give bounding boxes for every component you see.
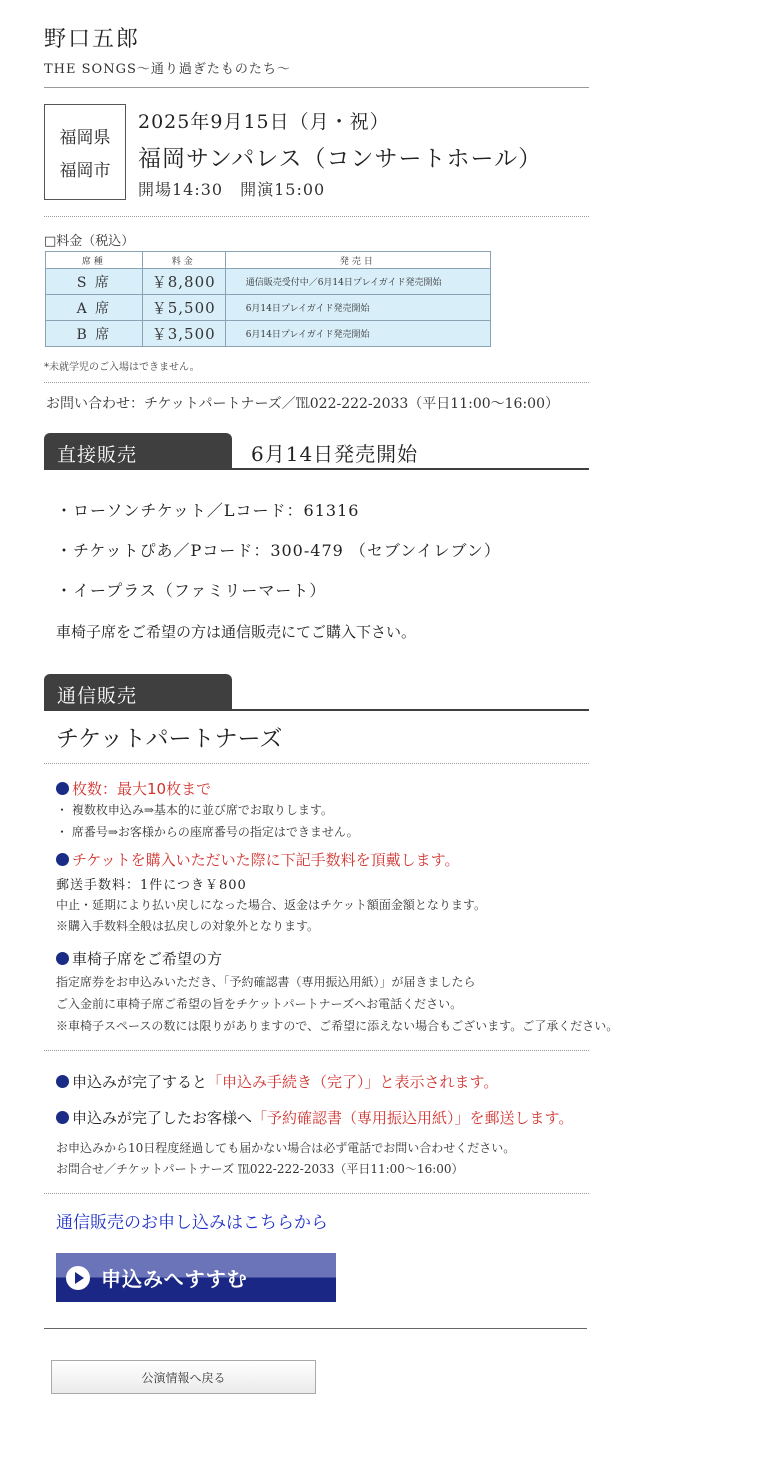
list-item: ・ローソンチケット／Lコード：61316 [56, 501, 360, 520]
direct-sales-underline [44, 468, 589, 470]
wheelchair-divider [44, 1050, 589, 1051]
price-table-header [46, 252, 491, 269]
pricing-divider [44, 382, 589, 383]
shipping-fee: 郵送手数料：1件につき￥800 [56, 878, 247, 893]
list-item: ※購入手数料全般は払戻しの対象外となります。 [56, 919, 320, 933]
table-row [46, 269, 491, 295]
vendor-divider [44, 763, 589, 764]
apply-button-label: 申込みへすすむ [101, 1267, 248, 1291]
list-item: 中止・延期により払い戻しになった場合、返金はチケット額面金額となります。 [56, 898, 486, 912]
list-item: ・チケットぴあ／Pコード：300-479 （セブンイレブン） [56, 541, 501, 560]
artist-name: 野口五郎 [44, 27, 141, 52]
complete-notice-1-highlight: 「申込み手続き（完了）」と表示されます。 [207, 1073, 499, 1091]
bullet-icon [56, 782, 69, 795]
mail-sales-underline [44, 709, 589, 711]
sale-note: 通信販売受付中／6月14日プレイガイド発売開始 [225, 269, 490, 295]
wheelchair-direct-note: 車椅子席をご希望の方は通信販売にてご購入下さい。 [56, 623, 417, 641]
bullet-icon [56, 853, 69, 866]
list-item: ・ 席番号⇒お客様からの座席番号の指定はできません。 [56, 825, 359, 839]
sale-note: 6月14日プレイガイド発売開始 [225, 295, 490, 321]
apply-button[interactable] [56, 1253, 336, 1302]
complete-divider [44, 1193, 589, 1194]
bullet-icon [56, 1111, 69, 1124]
list-item: お申込みから10日程度経過しても届かない場合は必ず電話でお問い合わせください。 [56, 1141, 516, 1155]
direct-sale-start: 6月14日発売開始 [251, 442, 419, 466]
tour-title: THE SONGS～通り過ぎたものたち～ [44, 62, 291, 77]
bullet-icon [56, 952, 69, 965]
seat-price: ￥5,500 [142, 295, 225, 321]
max-tickets-heading [56, 778, 211, 799]
complete-notice-2 [56, 1107, 573, 1128]
fee-heading-text: チケットを購入いただいた際に下記手数料を頂戴します。 [72, 851, 460, 869]
preschool-note: *未就学児のご入場はできません。 [44, 362, 200, 373]
price-title: □料金（税込） [44, 234, 135, 249]
venue-name: 福岡サンパレス（コンサートホール） [138, 146, 543, 172]
table-row [46, 295, 491, 321]
wheelchair-heading-text: 車椅子席をご希望の方 [72, 950, 223, 968]
apply-link[interactable]: 通信販売のお申し込みはこちらから [56, 1213, 328, 1233]
complete-notice-1-prefix: 申込みが完了すると [72, 1073, 208, 1091]
event-divider [44, 216, 589, 217]
complete-notice-1 [56, 1071, 498, 1092]
max-tickets-text: 枚数：最大10枚まで [72, 780, 212, 798]
mail-sales-tab: 通信販売 [44, 674, 232, 710]
mail-vendor-name: チケットパートナーズ [56, 726, 283, 752]
seat-price: ￥3,500 [142, 321, 225, 347]
list-item: ※車椅子スペースの数には限りがありますので、ご希望に添えない場合もございます。ご了承ください。 [56, 1019, 619, 1033]
event-date: 2025年9月15日（月・祝） [138, 111, 390, 133]
column-header-date: 発売日 [225, 252, 490, 269]
seat-type: S 席 [46, 269, 143, 295]
direct-sales-tab: 直接販売 [44, 433, 232, 469]
bullet-icon [56, 1075, 69, 1088]
sale-note: 6月14日プレイガイド発売開始 [225, 321, 490, 347]
list-item: お問合せ／チケットパートナーズ ℡022-222-2033（平日11:00～16:00） [56, 1162, 464, 1176]
seat-price: ￥8,800 [142, 269, 225, 295]
list-item: ご入金前に車椅子席ご希望の旨をチケットパートナーズへお電話ください。 [56, 997, 463, 1011]
play-icon [66, 1266, 90, 1290]
wheelchair-heading [56, 948, 222, 969]
list-item: ・ 複数枚申込み⇒基本的に並び席でお取りします。 [56, 803, 333, 817]
fee-heading [56, 849, 459, 870]
back-to-info-button[interactable]: 公演情報へ戻る [51, 1360, 316, 1394]
list-item: 指定席券をお申込みいただき、「予約確認書（専用振込用紙）」が届きましたら [56, 975, 476, 989]
complete-notice-2-prefix: 申込みが完了したお客様へ [72, 1109, 253, 1127]
inquiry-text: お問い合わせ：チケットパートナーズ／℡022-222-2033（平日11:00～16:00） [46, 396, 559, 412]
list-item: ・イープラス（ファミリーマート） [56, 581, 327, 600]
column-header-price: 料金 [142, 252, 225, 269]
seat-type: B 席 [46, 321, 143, 347]
event-times: 開場14:30 開演15:00 [138, 180, 326, 199]
column-header-seat: 席種 [46, 252, 143, 269]
price-table [45, 251, 491, 347]
table-row [46, 321, 491, 347]
footer-divider [44, 1328, 587, 1329]
prefecture-label: 福岡県 [59, 128, 111, 148]
header-divider [44, 87, 589, 88]
location-box [44, 104, 126, 200]
complete-notice-2-highlight: 「予約確認書（専用振込用紙）」を郵送します。 [252, 1109, 574, 1127]
city-label: 福岡市 [59, 161, 111, 181]
seat-type: A 席 [46, 295, 143, 321]
